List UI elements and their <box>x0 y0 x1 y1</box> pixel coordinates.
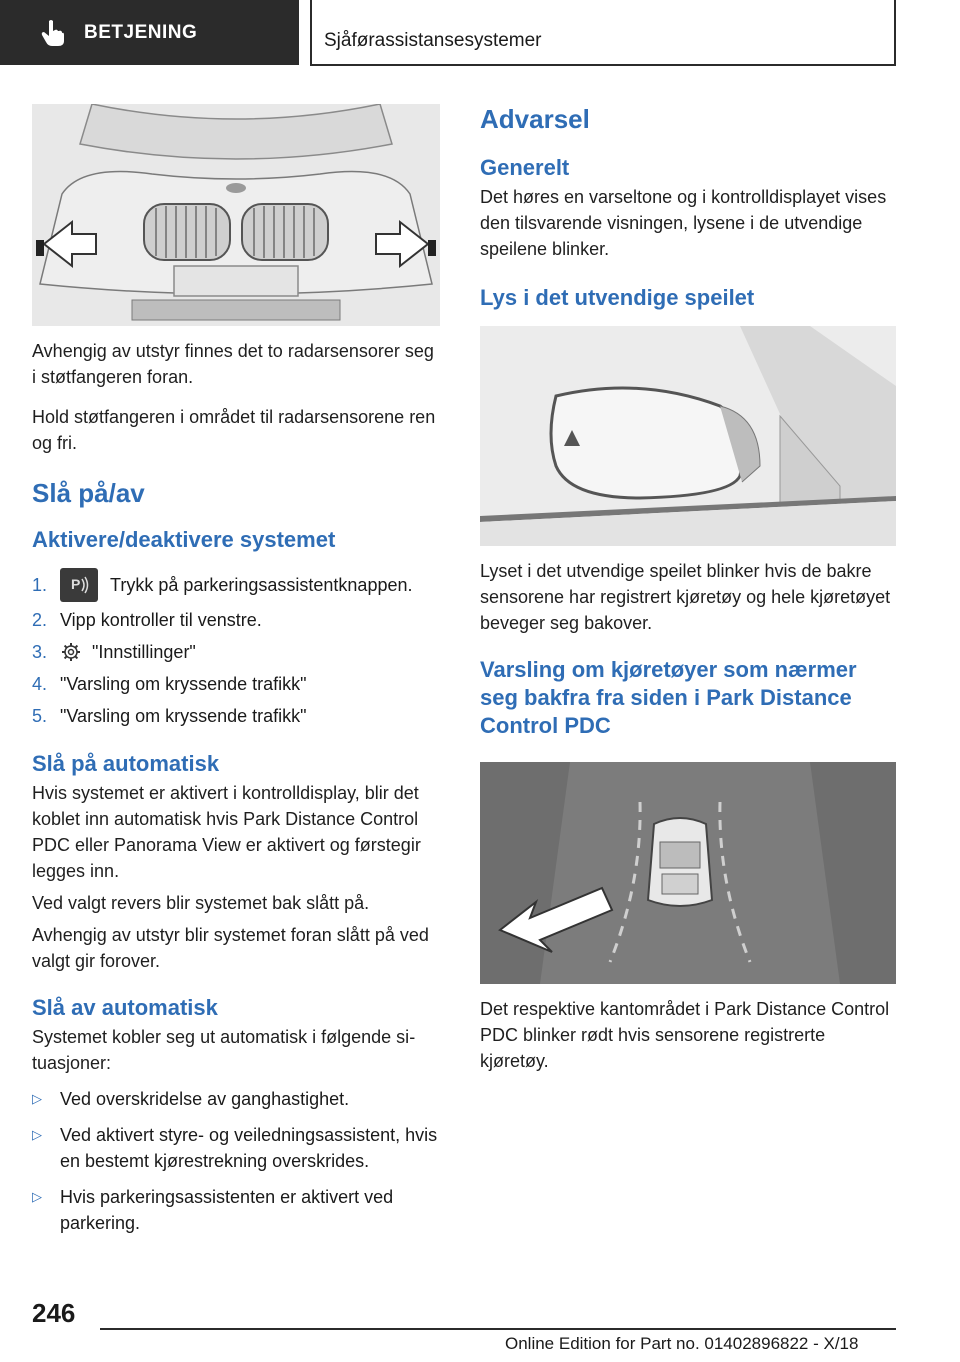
step-number: 3. <box>32 642 48 662</box>
heading-mirror: Lys i det utvendige speilet <box>480 285 755 310</box>
triangle-bullet-icon: ▷ <box>32 1127 42 1142</box>
paragraph-auto-off: Systemet kobler seg ut automatisk i følgende situasjoner: <box>32 1027 416 1073</box>
page-header <box>0 0 960 66</box>
step-item <box>32 700 440 732</box>
paragraph-general: Det høres en varseltone og i kontrolldisplayet vises den tilsvarende visningen, lysene i de utvendige speilene blinker. <box>480 187 887 259</box>
step-text: "Varsling om kryssende trafikk" <box>60 674 307 694</box>
list-item-text: Hvis parkeringsassistenten er aktivert ved parkering. <box>60 1187 394 1233</box>
list-item <box>32 1086 440 1112</box>
heading-auto-off: Slå av automatisk <box>32 995 218 1020</box>
list-item <box>32 1122 440 1174</box>
step-number: 4. <box>32 674 48 694</box>
bullet-list <box>32 1086 440 1236</box>
figure-pdc-display <box>480 762 896 984</box>
chapter-title: Sjåførassistansesystemer <box>324 30 542 51</box>
park-assist-button-icon <box>60 568 98 602</box>
figure-caption: Avhengig av utstyr finnes det to radarsensorer seg i støtfangeren foran. <box>32 341 434 387</box>
step-text: Vipp kontroller til venstre. <box>60 610 262 630</box>
triangle-bullet-icon: ▷ <box>32 1189 42 1204</box>
hand-pointer-icon <box>38 18 68 48</box>
settings-gear-icon <box>60 641 82 663</box>
paragraph-auto-on-2: Ved valgt revers blir systemet bak slått på. <box>32 893 370 913</box>
heading-warning: Advarsel <box>480 104 590 134</box>
steps-list <box>32 566 440 732</box>
step-text: Trykk på parkeringsassistentknappen. <box>110 575 413 595</box>
figure-exterior-mirror <box>480 326 896 546</box>
heading-auto-on: Slå på automatisk <box>32 751 220 776</box>
step-number: 1. <box>32 575 48 595</box>
heading-general: Generelt <box>480 155 570 180</box>
step-text: "Innstillinger" <box>92 642 196 662</box>
list-item <box>32 1184 440 1236</box>
step-item <box>32 636 440 668</box>
right-column <box>480 104 896 1074</box>
paragraph-mirror: Lyset i det utvendige speilet blinker hvis de bakre sensorene har registrert kjøretøy og hele kjøretøyet beveger seg bakover. <box>480 561 891 633</box>
step-item <box>32 566 440 604</box>
svg-text:P: P <box>71 576 81 592</box>
step-item <box>32 604 440 636</box>
step-item <box>32 668 440 700</box>
footer-divider <box>100 1328 896 1330</box>
paragraph-auto-on-3: Avhengig av utstyr blir systemet foran slått på ved valgt gir forover. <box>32 925 429 971</box>
edition-note: Online Edition for Part no. 01402896822 - X/18 <box>505 1334 859 1353</box>
paragraph-pdc: Det respektive kantområdet i Park Distance Control PDC blinker rødt hvis sensorene registrerte kjøretøy. <box>480 999 890 1071</box>
list-item-text: Ved overskridelse av ganghastighet. <box>60 1089 350 1109</box>
heading-activate: Aktivere/deaktivere systemet <box>32 527 336 552</box>
left-column <box>32 104 440 1246</box>
step-number: 2. <box>32 610 48 630</box>
figure-front-bumper-radar <box>32 104 440 326</box>
chapter-box <box>310 0 896 66</box>
section-tab <box>0 0 299 65</box>
page-number: 246 <box>32 1298 76 1328</box>
step-number: 5. <box>32 706 48 726</box>
paragraph-keep-clean: Hold støtfangeren i området til radarsensorene ren og fri. <box>32 407 436 453</box>
step-text: "Varsling om kryssende trafikk" <box>60 706 307 726</box>
triangle-bullet-icon: ▷ <box>32 1091 42 1106</box>
heading-pdc: Varsling om kjøretøyer som nærmer seg bakfra fra siden i Park Distance Control PDC <box>480 657 857 738</box>
heading-on-off: Slå på/av <box>32 478 145 508</box>
paragraph-auto-on-1: Hvis systemet er aktivert i kontrolldisplay, blir det koblet inn automatisk hvis Park Distance Control PDC eller Panorama View er aktivert og førstegir legges inn. <box>32 783 421 881</box>
section-title: BETJENING <box>84 21 198 43</box>
list-item-text: Ved aktivert styre- og veiledningsassistent, hvis en bestemt kjørestrekning overskrides. <box>60 1125 438 1171</box>
